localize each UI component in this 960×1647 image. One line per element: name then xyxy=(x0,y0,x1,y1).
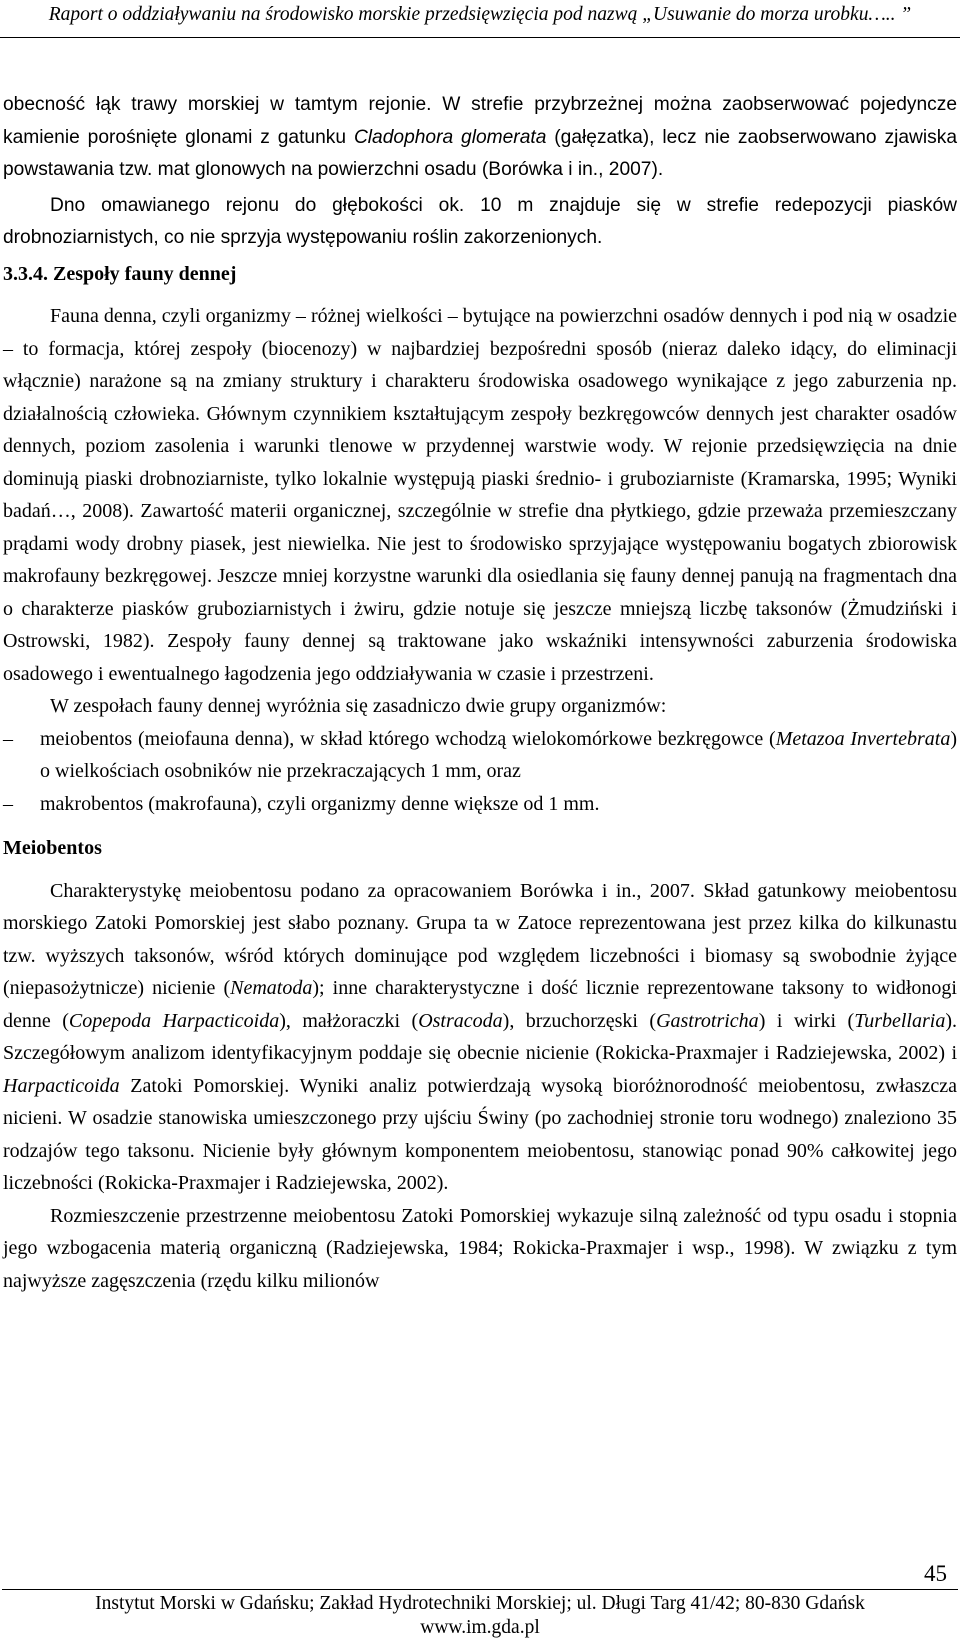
taxon-name: Turbellaria xyxy=(854,1009,946,1032)
header-divider xyxy=(0,37,960,38)
footer-institution: Instytut Morski w Gdańsku; Zakład Hydrotechniki Morskiej; ul. Długi Targ 41/42; 80-830 Gdańsk xyxy=(95,1593,865,1614)
paragraph xyxy=(3,89,957,187)
footer-divider xyxy=(2,1589,958,1590)
paragraph: W zespołach fauny dennej wyróżnia się zasadniczo dwie grupy organizmów: xyxy=(50,695,667,717)
text-run: makrobentos (makrofauna), czyli organizmy denne większe od 1 mm. xyxy=(40,792,600,815)
taxon-name: Copepoda Harpacticoida xyxy=(68,1009,280,1032)
bullet-dash: – xyxy=(3,727,13,750)
subsection-heading: Meiobentos xyxy=(3,837,102,859)
paragraph xyxy=(3,875,957,1200)
taxon-name: Harpacticoida xyxy=(3,1074,120,1097)
text-run: ); inne charakterystyczne i dość licznie reprezentowane taksony to widłonogi denne ( xyxy=(3,977,957,1032)
text-run: (gałęzatka), lecz nie zaobserwowano zjawiska powstawania tzw. mat glonowych na powierzchni osadu (Borówka i in., 2007). xyxy=(3,126,957,180)
taxon-name: Nematoda xyxy=(230,977,313,999)
text-run: meiobentos (meiofauna denna), w skład którego wchodzą wielokomórkowe bezkręgowce ( xyxy=(40,727,776,750)
bullet-dash: – xyxy=(3,792,13,815)
text-run: Zatoki Pomorskiej. Wyniki analiz potwierdzają wysoką bioróżnorodność meiobentosu, zwłaszcza nicieni. W osadzie stanowiska umieszczonego przy ujściu Świny (po zachodniej stronie toru wodnego) znaleziono 35 rodzajów tego taksonu. Nicienie były głównym komponentem meiobentosu, stanowiąc ponad 90% całkowitej jego liczebności (Rokicka-Praxmajer i Radziejewska, 2002). xyxy=(3,1074,957,1194)
text-run: ) i wirki ( xyxy=(758,1009,855,1032)
section-heading: 3.3.4. Zespoły fauny dennej xyxy=(3,262,237,285)
paragraph: Fauna denna, czyli organizmy – różnej wielkości – bytujące na powierzchni osadów dennych i pod nią w osadzie – to formacja, której zespoły (biocenozy) w najbardziej bezpośredni sposób (nieraz daleko idący, do eliminacji włącznie) narażone są na zmiany struktury i charakteru środowiska osadowego wynikające z jego zaburzenia np. działalnością człowieka. Głównym czynnikiem kształtującym zespoły bezkręgowców dennych jest charakter osadów dennych, poziom zasolenia i warunki tlenowe w przydennej warstwie wody. W rejonie przedsięwzięcia na dnie dominują piaski drobnoziarniste, tylko lokalnie występują piaski średnio- i gruboziarniste (Kramarska, 1995; Wyniki badań…, 2008). Zawartość materii organicznej, szczególnie w strefie dna płytkiego, gdzie przeważa przemieszczany prądami wody drobny piasek, jest niewielka. Nie jest to środowisko sprzyjające występowaniu bogatych zbiorowisk makrofauny bezkręgowej. Jeszcze mniej korzystne warunki dla osiedlania się fauny dennej panują na fragmentach dna o charakterze piasków gruboziarnistych i żwiru, gdzie notuje się jeszcze mniejszą liczbę taksonów (Żmudziński i Ostrowski, 1982). Zespoły fauny dennej są traktowane jako wskaźniki intensywności zaburzenia środowiska osadowego i ewentualnego łagodzenia jego oddziaływania w czasie i przestrzeni. xyxy=(3,305,957,685)
paragraph: Dno omawianego rejonu do głębokości ok. 10 m znajduje się w strefie redepozycji piasków drobnoziarnistych, co nie sprzyja występowaniu roślin zakorzenionych. xyxy=(3,194,957,248)
text-run: Charakterystykę meiobentosu podano za opracowaniem Borówka i in., 2007. Skład gatunkowy meiobentosu morskiego Zatoki Pomorskiej jest słabo poznany. Grupa ta w Zatoce reprezentowana jest przez kilka do kilkunastu tzw. wyższych taksonów, wśród których dominujące pod względem liczebności i biomasy są swobodnie żyjące (niepasożytnicze) nicienie ( xyxy=(3,879,957,999)
text-run: ). Szczegółowym analizom identyfikacyjnym poddaje się obecnie nicienie (Rokicka-Praxmajer i Radziejewska, 2002) i xyxy=(3,1009,957,1064)
page-number: 45 xyxy=(924,1561,947,1586)
species-name: Cladophora glomerata xyxy=(353,126,547,148)
taxon-name: Metazoa Invertebrata xyxy=(775,727,951,750)
list-item xyxy=(3,723,957,788)
taxon-name: Ostracoda xyxy=(418,1009,503,1032)
document-body xyxy=(3,89,957,1297)
text-run: ), brzuchorzęski ( xyxy=(502,1009,657,1032)
footer-website: www.im.gda.pl xyxy=(420,1617,540,1638)
text-run: ) o wielkościach osobników nie przekraczających 1 mm, oraz xyxy=(40,727,957,782)
list-item xyxy=(3,788,957,821)
text-run: obecność łąk trawy morskiej w tamtym rejonie. W strefie przybrzeżnej można zaobserwować pojedyncze kamienie porośnięte glonami z gatunku xyxy=(3,94,957,148)
paragraph: Rozmieszczenie przestrzenne meiobentosu Zatoki Pomorskiej wykazuje silną zależność od typu osadu i stopnia jego wzbogacenia materią organiczną (Radziejewska, 1984; Rokicka-Praxmajer i wsp., 1998). W związku z tym najwyższe zagęszczenia (rzędu kilku milionów xyxy=(3,1204,957,1292)
page-footer xyxy=(0,1592,960,1640)
taxon-name: Gastrotricha xyxy=(656,1009,759,1032)
text-run: ), małżoraczki ( xyxy=(279,1009,419,1032)
running-header: Raport o oddziaływaniu na środowisko morskie przedsięwzięcia pod nazwą „Usuwanie do morza urobku….. ” xyxy=(48,4,912,25)
